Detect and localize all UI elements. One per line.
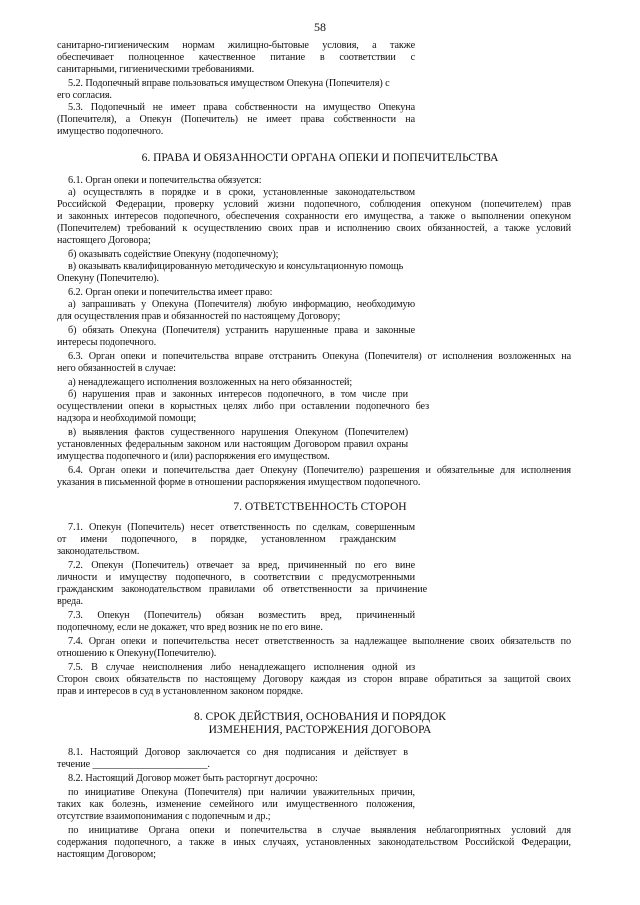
- text-line: санитарными, гигиеническими требованиями.: [57, 64, 255, 75]
- text-line: и законных интересов подопечного, обеспечения сохранности его имущества, а также о выполнении опекуном: [57, 211, 571, 222]
- text-line: имущества подопечного и (или) распоряжения его имуществом.: [57, 451, 330, 462]
- text-line: 7.2. Опекун (Попечитель) отвечает за вред, причиненный по его вине: [68, 560, 415, 571]
- text-line: а) осуществлять в порядке и в сроки, установленные законодательством: [68, 187, 415, 198]
- section-heading-7: 7. ОТВЕТСТВЕННОСТЬ СТОРОН: [233, 501, 407, 513]
- text-line: б) обязать Опекуна (Попечителя) устранить нарушенные права и законные: [68, 325, 415, 336]
- text-line: 7.5. В случае неисполнения либо ненадлежащего исполнения одной из: [68, 662, 415, 673]
- text-line: по инициативе Опекуна (Попечителя) при наличии уважительных причин,: [68, 787, 415, 798]
- text-line: гражданским законодательством правилами об ответственности за причинение: [57, 584, 427, 595]
- text-line: осуществлении опеки в корыстных целях либо при оставлении подопечного без: [57, 401, 429, 412]
- text-line: 6.3. Орган опеки и попечительства вправе отстранить Опекуна (Попечителя) от исполнения возложенных на: [68, 351, 571, 362]
- section-heading-8-cont: ИЗМЕНЕНИЯ, РАСТОРЖЕНИЯ ДОГОВОРА: [208, 724, 432, 736]
- text-line: интересы подопечного.: [57, 337, 157, 348]
- text-line: 7.4. Орган опеки и попечительства несет ответственность за надлежащее выполнение своих обязательств по: [68, 636, 571, 647]
- text-line: 6.1. Орган опеки и попечительства обязуется:: [68, 175, 262, 186]
- text-line: 5.3. Подопечный не имеет права собственности на имущество Опекуна: [68, 102, 415, 113]
- text-line: прав и интересов в суд в установленном законом порядке.: [57, 686, 303, 697]
- text-line: а) ненадлежащего исполнения возложенных на него обязанностей;: [68, 377, 353, 388]
- text-line: его согласия.: [57, 90, 112, 101]
- text-line: 8.2. Настоящий Договор может быть расторгнут досрочно:: [68, 773, 318, 784]
- text-line: 8.1. Настоящий Договор заключается со дня подписания и действует в: [68, 747, 408, 758]
- text-line: санитарно-гигиеническим нормам жилищно-бытовые условия, а также: [57, 40, 415, 51]
- text-line: обеспечивает полноценное качественное питание в соответствии с: [57, 52, 415, 63]
- text-line: по инициативе Органа опеки и попечительства в случае выявления неблагоприятных условий для: [68, 825, 571, 836]
- text-line: а) запрашивать у Опекуна (Попечителя) любую информацию, необходимую: [68, 299, 415, 310]
- text-line: 7.1. Опекун (Попечитель) несет ответственность по сделкам, совершенным: [68, 522, 415, 533]
- page-number: 58: [314, 20, 326, 34]
- section-heading-8: 8. СРОК ДЕЙСТВИЯ, ОСНОВАНИЯ И ПОРЯДОК: [194, 711, 446, 723]
- text-line: таких как болезнь, изменение семейного или имущественного положения,: [57, 799, 415, 810]
- text-line: имущество подопечного.: [57, 126, 164, 137]
- text-line: 6.2. Орган опеки и попечительства имеет право:: [68, 287, 273, 298]
- text-line: (Попечителя), а Опекун (Попечитель) не имеет права собственности на: [57, 114, 415, 125]
- text-line: настоящего Договора;: [57, 235, 151, 246]
- text-line: (Попечителем) требований к осуществлению своих прав и исполнению своих обязанностей, а также условий: [57, 223, 571, 234]
- text-line: Опекуну (Попечителю).: [57, 273, 159, 284]
- text-line: Сторон своих обязательств по настоящему Договору каждая из сторон вправе обратиться за защитой своих: [57, 674, 571, 685]
- text-line: б) нарушения прав и законных интересов подопечного, в том числе при: [68, 389, 408, 400]
- text-line: него обязанностей в случае:: [57, 363, 176, 374]
- text-line: б) оказывать содействие Опекуну (подопечному);: [68, 249, 279, 260]
- text-line: для осуществления прав и обязанностей по настоящему Договору;: [57, 311, 341, 322]
- text-line: в) оказывать квалифицированную методическую и консультационную помощь: [68, 261, 404, 272]
- text-line: отсутствие взаимопонимания с подопечным и др.;: [57, 811, 271, 822]
- text-line: надзора и необходимой помощи;: [57, 413, 197, 424]
- section-heading-6: 6. ПРАВА И ОБЯЗАННОСТИ ОРГАНА ОПЕКИ И ПОПЕЧИТЕЛЬСТВА: [141, 152, 499, 164]
- text-line: 6.4. Орган опеки и попечительства дает Опекуну (Попечителю) разрешения и обязательные для исполнения: [68, 465, 571, 476]
- text-line: вреда.: [57, 596, 83, 607]
- text-line: подопечному, если не докажет, что вред возник не по его вине.: [57, 622, 323, 633]
- text-line: 7.3. Опекун (Попечитель) обязан возместить вред, причиненный: [68, 610, 415, 621]
- text-line: течение _______________________.: [57, 759, 210, 770]
- text-line: отношению к Опекуну(Попечителю).: [57, 648, 217, 659]
- text-line: содержания подопечного, а также в иных случаях, установленных законодательством Российской Федерации,: [57, 837, 571, 848]
- text-line: от имени подопечного, в порядке, установленном гражданским: [57, 534, 396, 545]
- text-line: 5.2. Подопечный вправе пользоваться имуществом Опекуна (Попечителя) с: [68, 78, 390, 89]
- text-line: установленных федеральным законом или настоящим Договором правил охраны: [57, 439, 408, 450]
- text-line: законодательством.: [57, 546, 140, 557]
- text-line: личности и имуществу подопечного, в соответствии с предусмотренными: [57, 572, 415, 583]
- text-line: указания в письменной форме в отношении распоряжения имуществом подопечного.: [57, 477, 421, 488]
- text-line: в) выявления фактов существенного нарушения Опекуном (Попечителем): [68, 427, 408, 438]
- text-line: Российской Федерации, проверку условий жизни подопечного, соблюдения опекуном (попечителем) прав: [57, 199, 571, 210]
- text-line: настоящим Договором;: [57, 849, 156, 860]
